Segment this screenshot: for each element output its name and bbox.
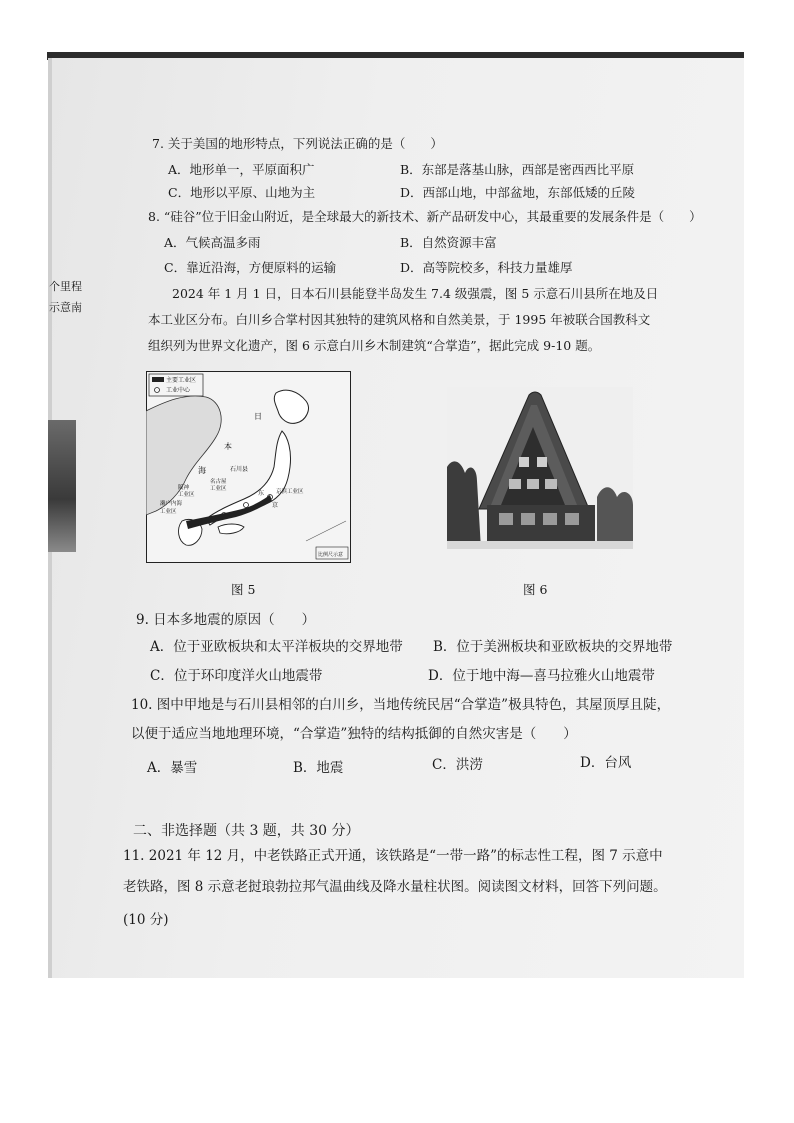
q7-stem: 7. 关于美国的地形特点，下列说法正确的是（ ） bbox=[152, 136, 443, 151]
fig6-caption: 图 6 bbox=[523, 582, 548, 597]
map-label-nagoya: 名古屋 bbox=[210, 479, 227, 485]
q8-option-a: A．气候高温多雨 bbox=[164, 235, 261, 250]
q7-option-b: B．东部是落基山脉，西部是密西西比平原 bbox=[400, 162, 635, 177]
q7-option-d: D．西部山地，中部盆地，东部低矮的丘陵 bbox=[400, 185, 636, 200]
q8-option-c: C．靠近沿海，方便原料的运输 bbox=[164, 260, 337, 275]
map-label-keihin: 京滨工业区 bbox=[276, 489, 304, 495]
q9-option-d: D．位于地中海—喜马拉雅火山地震带 bbox=[428, 668, 655, 684]
map-label-hai: 海 bbox=[198, 466, 206, 475]
map-label-hanshin: 阪神 bbox=[178, 485, 190, 491]
q10-option-d: D．台风 bbox=[580, 755, 632, 771]
map-label-setonaikai-zone: 工业区 bbox=[160, 509, 177, 515]
q9-option-a: A．位于亚欧板块和太平洋板块的交界地带 bbox=[150, 639, 403, 655]
q7-option-a: A．地形单一，平原面积广 bbox=[168, 162, 315, 177]
edge-text-1: 个里程 bbox=[49, 280, 82, 293]
q11-stem-line-1: 11. 2021 年 12 月，中老铁路正式开通，该铁路是“一带一路”的标志性工程，图 7 示意中 bbox=[123, 848, 663, 864]
fig6-gassho-house-photo bbox=[447, 387, 633, 549]
q7-option-c: C．地形以平原、山地为主 bbox=[168, 185, 316, 200]
q9-option-c: C．位于环印度洋火山地震带 bbox=[150, 668, 323, 684]
passage-line-3: 组织列为世界文化遗产，图 6 示意白川乡木制建筑“合掌造”，据此完成 9-10 题。 bbox=[148, 338, 601, 353]
legend-industrial-label: 主要工业区 bbox=[166, 377, 197, 384]
map-label-tokyo-1: 东 bbox=[258, 490, 265, 497]
map-label-ri: 日 bbox=[254, 412, 262, 421]
q10-stem-line-2: 以便于适应当地地理环境，“合掌造”独特的结构抵御的自然灾害是（ ） bbox=[131, 726, 577, 742]
map-label-nagoya-zone: 工业区 bbox=[210, 486, 227, 492]
map-label-ben: 本 bbox=[224, 442, 232, 451]
q9-stem: 9. 日本多地震的原因（ ） bbox=[136, 612, 316, 628]
q9-option-b: B．位于美洲板块和亚欧板块的交界地带 bbox=[433, 639, 673, 655]
q10-stem-line-1: 10. 图中甲地是与石川县相邻的白川乡，当地传统民居“合掌造”极具特色，其屋顶厚且陡， bbox=[131, 697, 671, 713]
map-label-setonaikai: 濑户内海 bbox=[160, 501, 183, 507]
q10-option-b: B．地震 bbox=[293, 760, 344, 776]
q11-score: (10 分) bbox=[123, 912, 169, 928]
q11-stem-line-2: 老铁路，图 8 示意老挝琅勃拉邦气温曲线及降水量柱状图。阅读图文材料，回答下列问题。 bbox=[123, 879, 667, 895]
passage-line-2: 本工业区分布。白川乡合掌村因其独特的建筑风格和自然美景，于 1995 年被联合国教科文 bbox=[148, 312, 651, 327]
map-label-ishikawa: 石川县 bbox=[230, 466, 249, 473]
q10-option-c: C．洪涝 bbox=[432, 757, 483, 773]
map-scale-label: 比例尺示意 bbox=[318, 552, 344, 558]
section-2-title: 二、非选择题（共 3 题，共 30 分） bbox=[133, 823, 360, 839]
q10-option-a: A．暴雪 bbox=[147, 760, 198, 776]
fig5-caption: 图 5 bbox=[231, 582, 256, 597]
q8-stem: 8. “硅谷”位于旧金山附近，是全球最大的新技术、新产品研发中心，其最重要的发展条件是（ ） bbox=[148, 209, 702, 224]
legend-industrial-swatch bbox=[152, 377, 164, 382]
legend-center-label: 工业中心 bbox=[166, 387, 191, 394]
edge-photo-fragment bbox=[48, 420, 76, 552]
q8-option-d: D．高等院校多，科技力量雄厚 bbox=[400, 260, 573, 275]
fig5-japan-map bbox=[146, 371, 351, 563]
edge-text-2: 示意南 bbox=[49, 301, 82, 314]
passage-line-1: 2024 年 1 月 1 日，日本石川县能登半岛发生 7.4 级强震，图 5 示意石川县所在地及日 bbox=[172, 286, 659, 301]
map-label-tokyo-2: 京 bbox=[272, 502, 279, 509]
q8-option-b: B．自然资源丰富 bbox=[400, 235, 497, 250]
map-label-hanshin-zone: 工业区 bbox=[178, 492, 195, 498]
